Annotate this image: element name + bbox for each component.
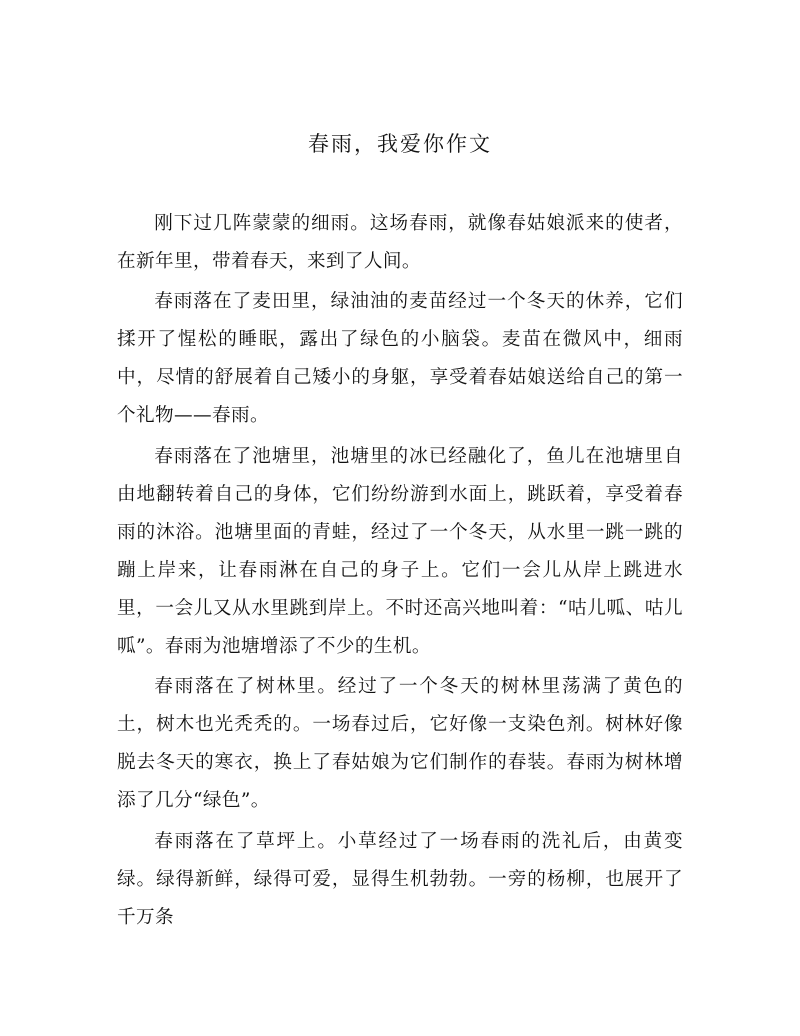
article-body [117,205,683,939]
paragraph-1: 刚下过几阵蒙蒙的细雨。这场春雨，就像春姑娘派来的使者，在新年里，带着春天，来到了人间。 [117,213,683,272]
page-title: 春雨，我爱你作文 [308,132,492,156]
paragraph-4: 春雨落在了树林里。经过了一个冬天的树林里荡满了黄色的土，树木也光秃秃的。一场春过后，它好像一支染色剂。树林好像脱去冬天的寒衣，换上了春姑娘为它们制作的春装。春雨为树林增添了几分“绿色”。 [117,676,683,812]
paragraph-3: 春雨落在了池塘里，池塘里的冰已经融化了，鱼儿在池塘里自由地翻转着自己的身体，它们纷纷游到水面上，跳跃着，享受着春雨的沐浴。池塘里面的青蛙，经过了一个冬天，从水里一跳一跳的蹦上岸来，让春雨淋在自己的身子上。它们一会儿从岸上跳进水里，一会儿又从水里跳到岸上。不时还高兴地叫着：“咕儿呱、咕儿呱”。春雨为池塘增添了不少的生机。 [117,445,683,657]
paragraph-2: 春雨落在了麦田里，绿油油的麦苗经过一个冬天的休养，它们揉开了惺松的睡眠，露出了绿色的小脑袋。麦苗在微风中，细雨中，尽情的舒展着自己矮小的身躯，享受着春姑娘送给自己的第一个礼物——春雨。 [117,291,683,427]
paragraph-5: 春雨落在了草坪上。小草经过了一场春雨的洗礼后，由黄变绿。绿得新鲜，绿得可爱，显得生机勃勃。一旁的杨柳，也展开了千万条 [117,830,683,928]
